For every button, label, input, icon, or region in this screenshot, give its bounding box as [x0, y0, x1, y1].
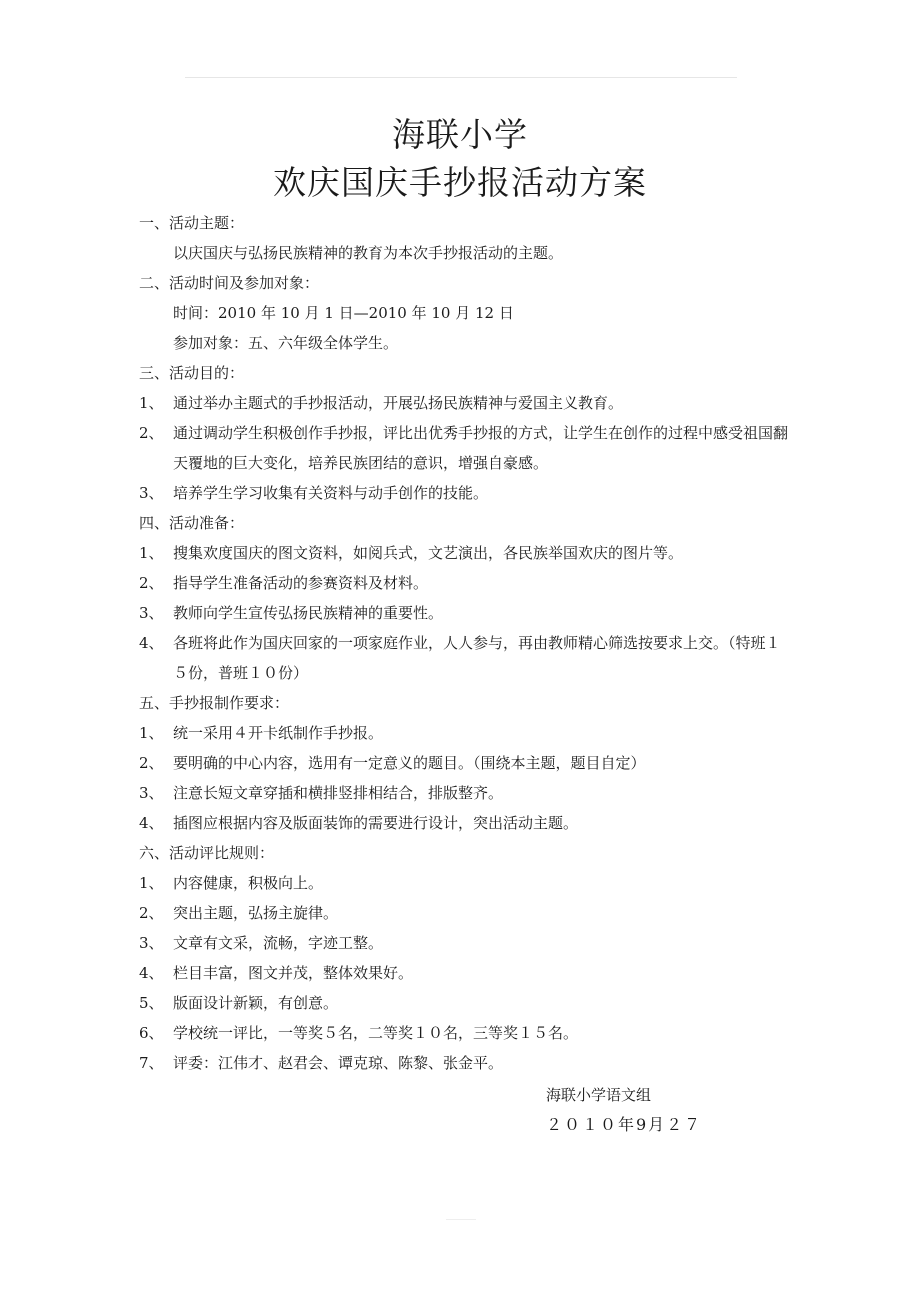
list-item: [139, 1048, 789, 1078]
item-number: 4、: [139, 964, 164, 982]
item-number: 1、: [139, 874, 164, 892]
item-number: 4、: [139, 634, 164, 652]
document-title: 欢庆国庆手抄报活动方案: [273, 163, 647, 202]
item-text: 通过调动学生积极创作手抄报，评比出优秀手抄报的方式，让学生在创作的过程中感受祖国翻天覆地的巨大变化，培养民族团结的意识，增强自豪感。: [173, 424, 789, 472]
signature-date: ２０１０年9月２７: [546, 1115, 703, 1134]
list-item: [139, 928, 789, 958]
school-title: 海联小学: [392, 115, 528, 154]
list-item: [139, 868, 789, 898]
item-number: 3、: [139, 784, 164, 802]
section-heading-purpose: 三、活动目的：: [139, 364, 245, 382]
list-item: [139, 808, 789, 838]
list-item: [139, 598, 789, 628]
signature-organization: 海联小学语文组: [546, 1086, 652, 1104]
item-number: 1、: [139, 724, 164, 742]
activity-participants: 参加对象：五、六年级全体学生。: [173, 334, 399, 352]
list-item: [139, 628, 789, 688]
item-text: 注意长短文章穿插和横排竖排相结合，排版整齐。: [173, 784, 504, 802]
item-number: 1、: [139, 544, 164, 562]
list-item: [139, 418, 789, 478]
item-text: 插图应根据内容及版面装饰的需要进行设计，突出活动主题。: [173, 814, 579, 832]
item-number: 2、: [139, 754, 164, 772]
section-heading-theme: 一、活动主题：: [139, 214, 245, 232]
footer-mark: [446, 1219, 476, 1220]
item-number: 7、: [139, 1054, 164, 1072]
item-text: 学校统一评比，一等奖５名，二等奖１０名，三等奖１５名。: [173, 1024, 579, 1042]
item-text: 搜集欢度国庆的图文资料，如阅兵式，文艺演出，各民族举国欢庆的图片等。: [173, 544, 684, 562]
section-heading-time: 二、活动时间及参加对象：: [139, 274, 320, 292]
item-number: 2、: [139, 904, 164, 922]
item-number: 4、: [139, 814, 164, 832]
list-item: [139, 958, 789, 988]
item-text: 通过举办主题式的手抄报活动，开展弘扬民族精神与爱国主义教育。: [173, 394, 624, 412]
list-item: [139, 748, 789, 778]
item-text: 栏目丰富，图文并茂，整体效果好。: [173, 964, 414, 982]
list-item: [139, 388, 789, 418]
item-number: 5、: [139, 994, 164, 1012]
item-number: 2、: [139, 424, 164, 442]
header-rule: [185, 77, 737, 78]
document-body: [139, 208, 789, 1078]
item-text: 指导学生准备活动的参赛资料及材料。: [173, 574, 429, 592]
section-heading-preparation: 四、活动准备：: [139, 514, 245, 532]
item-number: 1、: [139, 394, 164, 412]
list-item: [139, 898, 789, 928]
item-number: 3、: [139, 484, 164, 502]
list-item: [139, 988, 789, 1018]
activity-time: 时间：2010 年 10 月 1 日—2010 年 10 月 12 日: [173, 304, 514, 322]
item-text: 要明确的中心内容，选用有一定意义的题目。（围绕本主题，题目自定）: [173, 754, 646, 772]
item-number: 6、: [139, 1024, 164, 1042]
list-item: [139, 778, 789, 808]
list-item: [139, 718, 789, 748]
item-number: 3、: [139, 604, 164, 622]
section-heading-judging: 六、活动评比规则：: [139, 844, 275, 862]
item-text: 各班将此作为国庆回家的一项家庭作业，人人参与，再由教师精心筛选按要求上交。（特班１５份，普班１０份）: [173, 634, 781, 682]
item-text: 培养学生学习收集有关资料与动手创作的技能。: [173, 484, 489, 502]
list-item: [139, 538, 789, 568]
item-text: 内容健康，积极向上。: [173, 874, 324, 892]
item-text: 评委：江伟才、赵君会、谭克琼、陈黎、张金平。: [173, 1054, 504, 1072]
list-item: [139, 1018, 789, 1048]
item-number: 3、: [139, 934, 164, 952]
list-item: [139, 478, 789, 508]
theme-content: 以庆国庆与弘扬民族精神的教育为本次手抄报活动的主题。: [173, 244, 564, 262]
list-item: [139, 568, 789, 598]
section-heading-requirements: 五、手抄报制作要求：: [139, 694, 290, 712]
item-text: 突出主题，弘扬主旋律。: [173, 904, 339, 922]
item-number: 2、: [139, 574, 164, 592]
item-text: 教师向学生宣传弘扬民族精神的重要性。: [173, 604, 444, 622]
item-text: 文章有文采，流畅，字迹工整。: [173, 934, 384, 952]
item-text: 版面设计新颖，有创意。: [173, 994, 339, 1012]
item-text: 统一采用４开卡纸制作手抄报。: [173, 724, 384, 742]
